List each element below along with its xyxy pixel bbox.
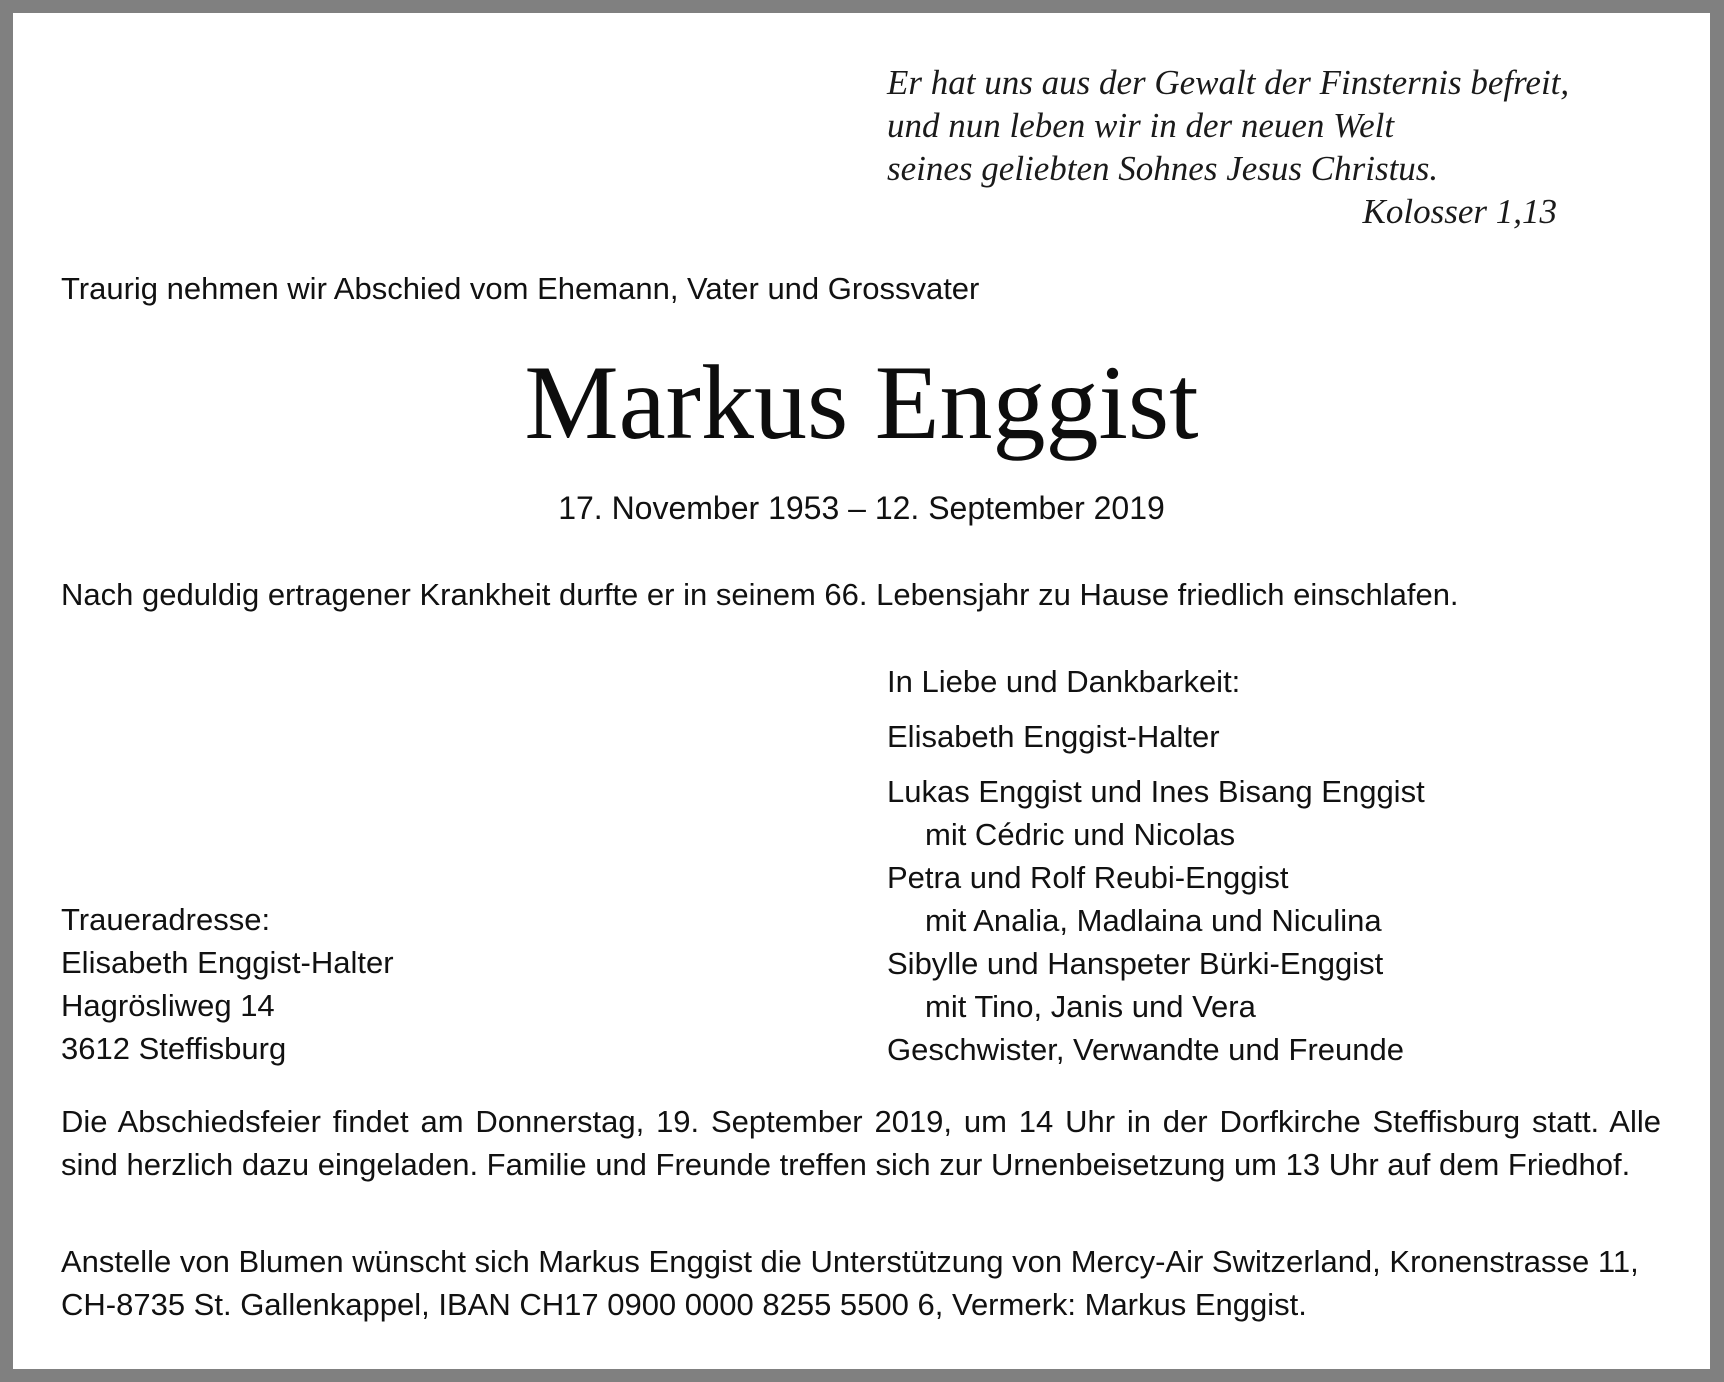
ceremony-info: Die Abschiedsfeier findet am Donnerstag, 19. September 2019, um 14 Uhr in der Dorfkirche Steffisburg statt. Alle sind herzlich dazu eingeladen. Familie und Freunde treffen sich zur Urnenbeisetzung um 13 Uhr auf dem Friedhof. bbox=[61, 1104, 1661, 1182]
mourner-children: mit Tino, Janis und Vera bbox=[925, 989, 1256, 1024]
mourners-list bbox=[887, 660, 1425, 1071]
intro-text: Traurig nehmen wir Abschied vom Ehemann, Vater und Grossvater bbox=[61, 271, 980, 306]
passing-statement: Nach geduldig ertragener Krankheit durfte er in seinem 66. Lebensjahr zu Hause friedlich einschlafen. bbox=[61, 577, 1459, 612]
address-name: Elisabeth Enggist-Halter bbox=[61, 945, 394, 980]
mourner-spouse: Elisabeth Enggist-Halter bbox=[887, 719, 1220, 754]
donation-info bbox=[61, 1240, 1661, 1326]
donation-line: CH-8735 St. Gallenkappel, IBAN CH17 0900 0000 8255 5500 6, Vermerk: Markus Enggist. bbox=[61, 1287, 1307, 1322]
verse-reference: Kolosser 1,13 bbox=[1362, 192, 1557, 231]
mourner-family: Lukas Enggist und Ines Bisang Enggist bbox=[887, 774, 1425, 809]
verse-line: und nun leben wir in der neuen Welt bbox=[887, 106, 1395, 145]
mourner-family: Petra und Rolf Reubi-Enggist bbox=[887, 860, 1289, 895]
address-city: 3612 Steffisburg bbox=[61, 1031, 287, 1066]
mourners-heading: In Liebe und Dankbarkeit: bbox=[887, 664, 1241, 699]
mourner-children: mit Analia, Madlaina und Niculina bbox=[925, 903, 1382, 938]
address-street: Hagrösliweg 14 bbox=[61, 988, 275, 1023]
mourning-address bbox=[61, 898, 394, 1070]
address-label: Traueradresse: bbox=[61, 902, 271, 937]
mourner-others: Geschwister, Verwandte und Freunde bbox=[887, 1032, 1404, 1067]
verse-line: Er hat uns aus der Gewalt der Finsternis befreit, bbox=[887, 63, 1570, 102]
deceased-name: Markus Enggist bbox=[524, 344, 1199, 461]
obituary-notice bbox=[13, 13, 1710, 1369]
mourner-family: Sibylle und Hanspeter Bürki-Enggist bbox=[887, 946, 1384, 981]
mourner-children: mit Cédric und Nicolas bbox=[925, 817, 1236, 852]
verse-line: seines geliebten Sohnes Jesus Christus. bbox=[887, 149, 1439, 188]
bible-verse bbox=[887, 61, 1570, 233]
life-dates: 17. November 1953 – 12. September 2019 bbox=[558, 490, 1165, 526]
donation-line: Anstelle von Blumen wünscht sich Markus Enggist die Unterstützung von Mercy-Air Switzerland, Kronenstrasse 11, bbox=[61, 1244, 1639, 1279]
